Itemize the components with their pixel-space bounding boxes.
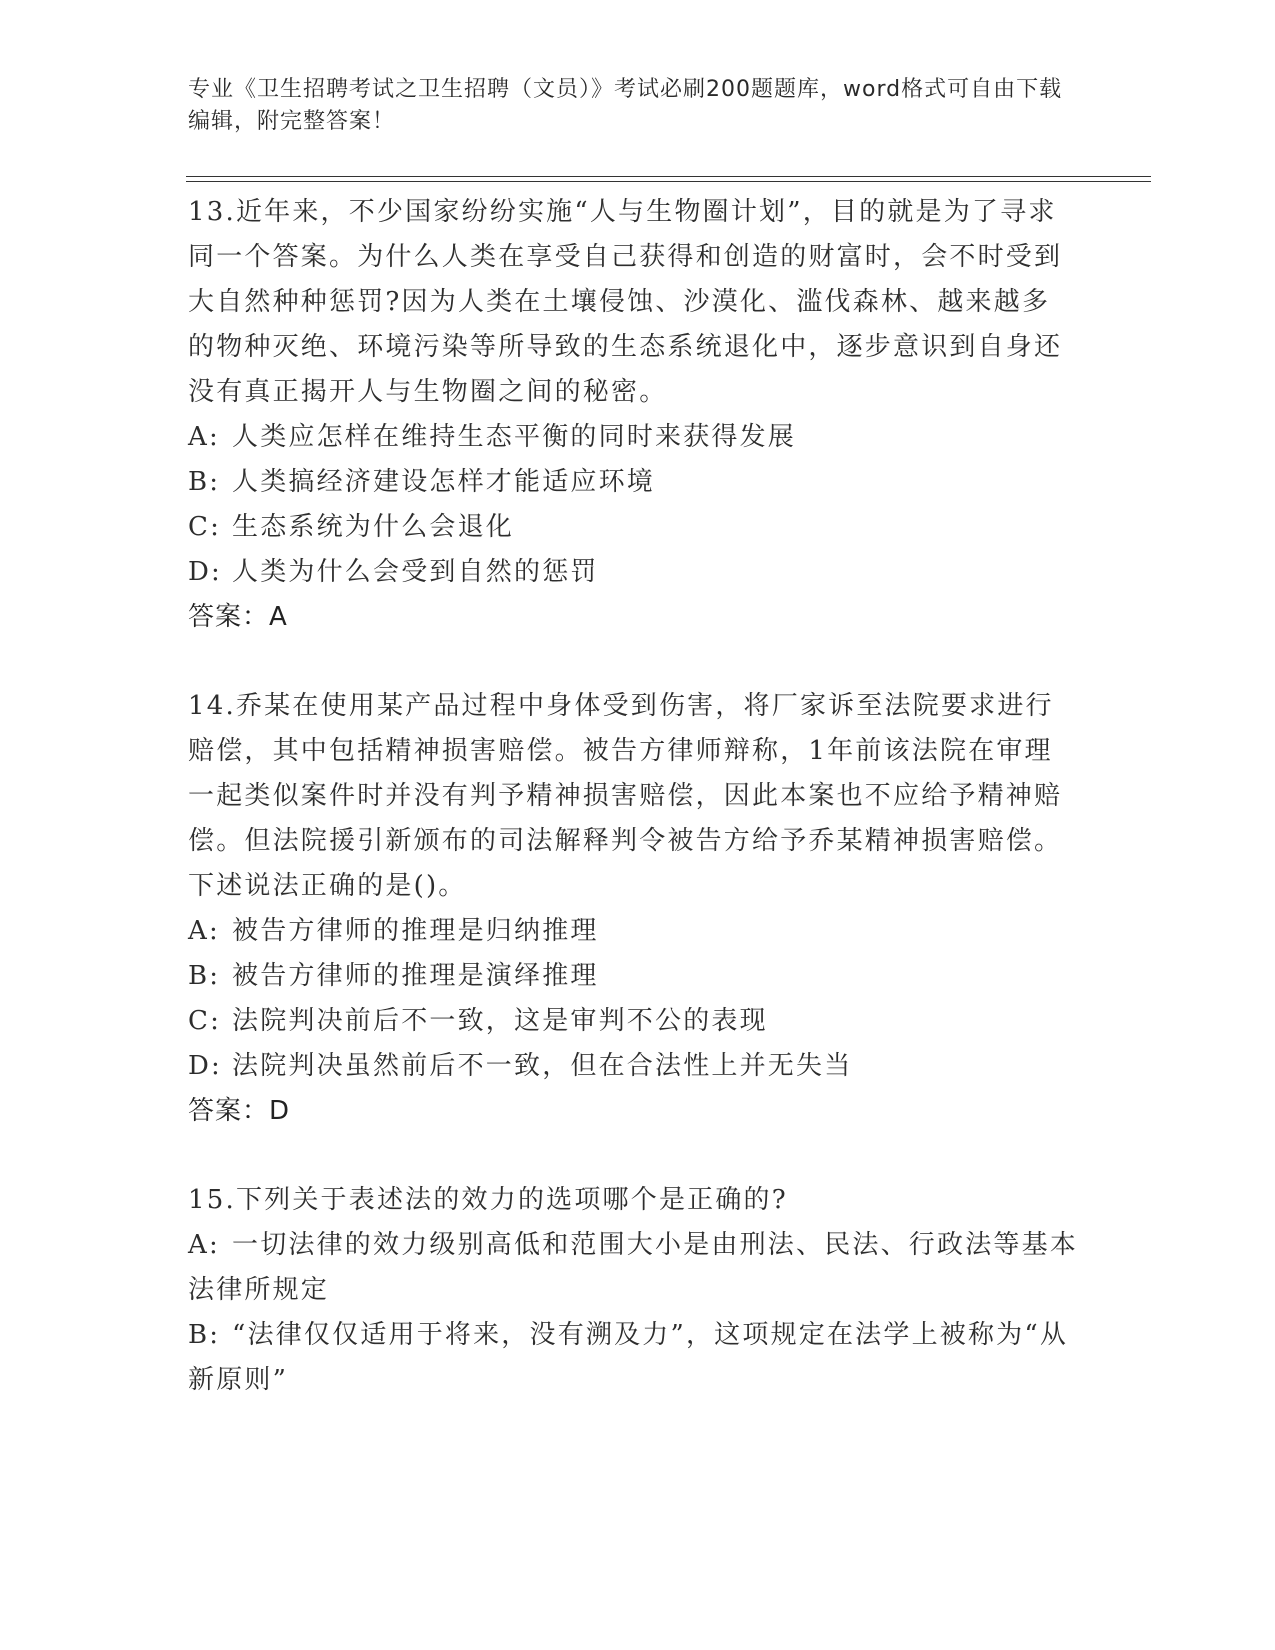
option-key: C:: [188, 1006, 222, 1036]
question-14: [188, 684, 1078, 1134]
option-key: B:: [188, 467, 221, 497]
option-key: B:: [188, 1320, 221, 1350]
option-text: “法律仅仅适用于将来，没有溯及力”，这项规定在法学上被称为“从新原则”: [188, 1320, 1069, 1395]
option-b: [188, 1313, 1078, 1403]
option-text: 被告方律师的推理是演绎推理: [232, 961, 599, 991]
question-list: [188, 190, 1078, 1403]
option-text: 法院判决虽然前后不一致，但在合法性上并无失当: [232, 1051, 853, 1081]
question-15: [188, 1178, 1078, 1403]
option-a: [188, 1223, 1078, 1313]
option-c: [188, 505, 1078, 550]
option-text: 人类搞经济建设怎样才能适应环境: [232, 467, 656, 497]
option-key: A:: [188, 1230, 220, 1260]
option-d: [188, 1044, 1078, 1089]
answer-line: 答案：D: [188, 1096, 291, 1126]
question-13: [188, 190, 1078, 640]
option-key: C:: [188, 512, 222, 542]
answer-line: 答案：A: [188, 602, 288, 632]
option-text: 一切法律的效力级别高低和范围大小是由刑法、民法、行政法等基本法律所规定: [188, 1230, 1079, 1305]
option-a: [188, 909, 1078, 954]
option-key: A:: [188, 916, 220, 946]
option-key: A:: [188, 422, 220, 452]
option-text: 生态系统为什么会退化: [232, 512, 515, 542]
question-spacer: [188, 1134, 1078, 1178]
option-text: 人类为什么会受到自然的惩罚: [232, 557, 599, 587]
question-spacer: [188, 640, 1078, 684]
option-key: D:: [188, 1051, 223, 1081]
option-a: [188, 415, 1078, 460]
option-key: D:: [188, 557, 223, 587]
question-text: 13.近年来，不少国家纷纷实施“人与生物圈计划”，目的就是为了寻求同一个答案。为什么人类在享受自己获得和创造的财富时，会不时受到大自然种种惩罚?因为人类在土壤侵蚀、沙漠化、滥伐森林、越来越多的物种灭绝、环境污染等所导致的生态系统退化中，逐步意识到自身还没有真正揭开人与生物圈之间的秘密。: [188, 197, 1063, 407]
option-c: [188, 999, 1078, 1044]
option-text: 被告方律师的推理是归纳推理: [232, 916, 599, 946]
question-text: 14.乔某在使用某产品过程中身体受到伤害，将厂家诉至法院要求进行赔偿，其中包括精神损害赔偿。被告方律师辩称，1年前该法院在审理一起类似案件时并没有判予精神损害赔偿，因此本案也不应给予精神赔偿。但法院援引新颁布的司法解释判令被告方给予乔某精神损害赔偿。下述说法正确的是()。: [188, 691, 1063, 901]
option-b: [188, 460, 1078, 505]
option-d: [188, 550, 1078, 595]
header-divider-bottom: [186, 181, 1151, 182]
option-text: 人类应怎样在维持生态平衡的同时来获得发展: [232, 422, 797, 452]
header-divider-top: [186, 176, 1151, 177]
option-text: 法院判决前后不一致，这是审判不公的表现: [232, 1006, 768, 1036]
question-text: 15.下列关于表述法的效力的选项哪个是正确的?: [188, 1185, 788, 1215]
document-header: 专业《卫生招聘考试之卫生招聘（文员）》考试必刷200题题库，word格式可自由下载编辑，附完整答案！: [188, 77, 1063, 134]
option-b: [188, 954, 1078, 999]
option-key: B:: [188, 961, 221, 991]
